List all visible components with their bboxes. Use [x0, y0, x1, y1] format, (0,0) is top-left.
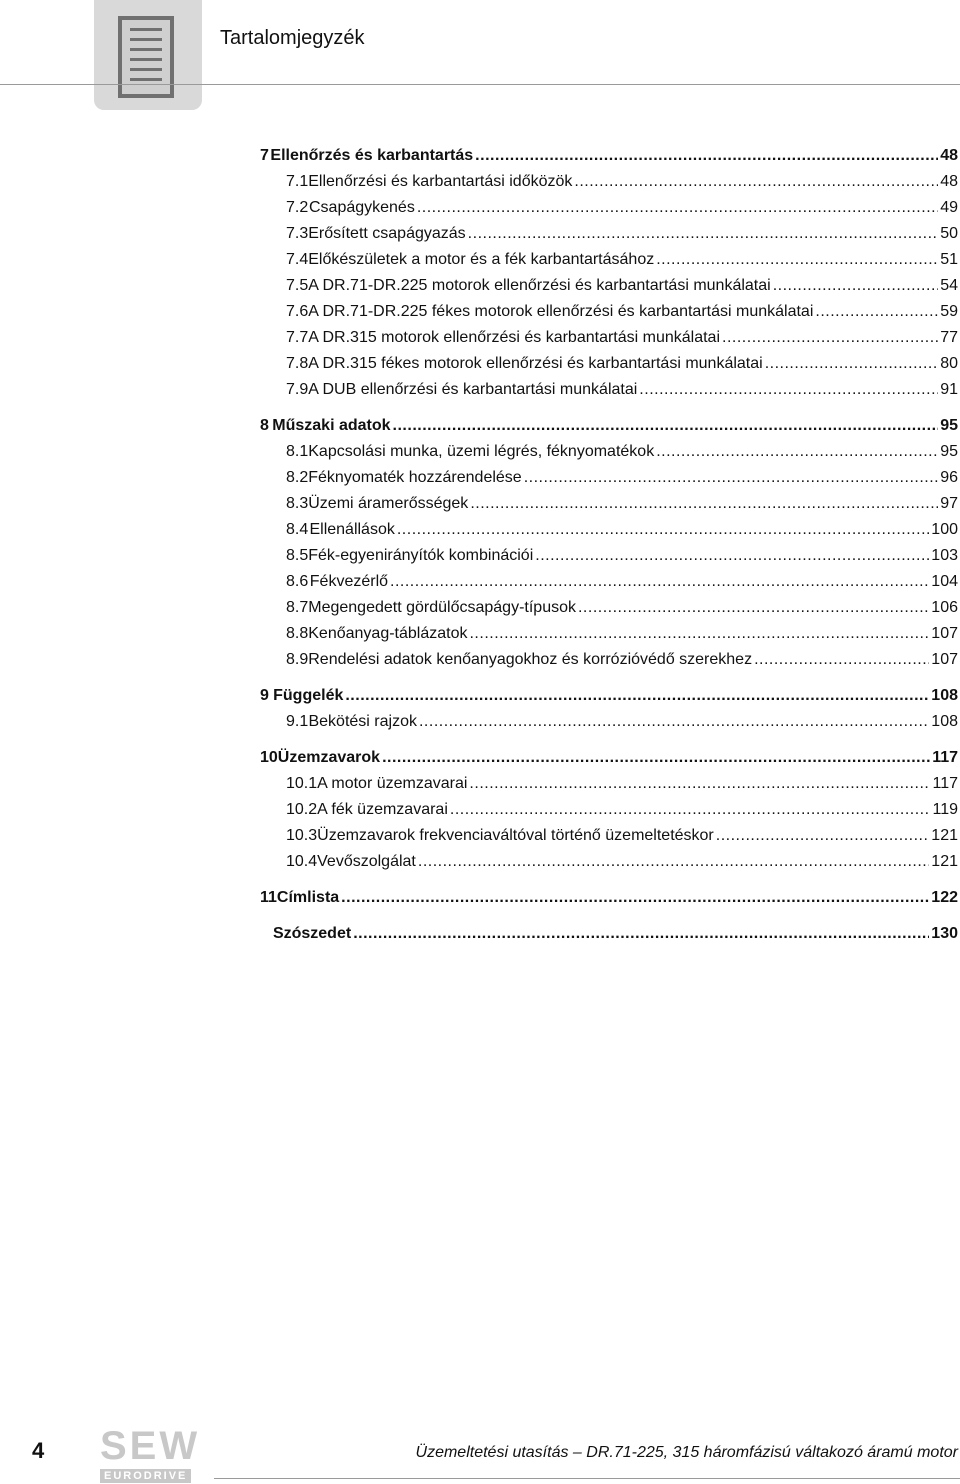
- toc-entry-page: 59: [940, 303, 958, 320]
- toc-leader-dots: [469, 621, 929, 647]
- toc-leader-dots: [397, 517, 929, 543]
- toc-leader-dots: [417, 195, 938, 221]
- toc-spacer: [260, 735, 958, 745]
- toc-subsection-entry[interactable]: [260, 299, 958, 325]
- toc-leader-dots: [754, 647, 929, 673]
- page-title: Tartalomjegyzék: [220, 27, 365, 49]
- toc-subsection-entry[interactable]: [260, 169, 958, 195]
- toc-subsection-entry[interactable]: [260, 491, 958, 517]
- toc-entry-number: 11: [260, 889, 277, 906]
- toc-entry-number: 10.2: [286, 801, 318, 818]
- toc-section-entry[interactable]: [260, 921, 958, 947]
- toc-entry-number: 10.1: [286, 775, 318, 792]
- header-divider: [0, 84, 960, 85]
- toc-entry-page: 48: [940, 147, 958, 164]
- footer-divider: [214, 1478, 960, 1479]
- toc-entry-page: 54: [940, 277, 958, 294]
- toc-spacer: [260, 403, 958, 413]
- toc-leader-dots: [475, 143, 938, 169]
- toc-entry-number: 7.7: [286, 329, 309, 346]
- toc-section-entry[interactable]: [260, 885, 958, 911]
- header-badge: [94, 0, 202, 110]
- toc-leader-dots: [716, 823, 930, 849]
- toc-entry-title: Erősített csapágyazás: [308, 225, 466, 242]
- toc-leader-dots: [341, 885, 929, 911]
- toc-entry-title: Műszaki adatok: [272, 417, 391, 434]
- document-icon: [118, 16, 174, 98]
- toc-subsection-entry[interactable]: [260, 465, 958, 491]
- toc-entry-title: Fék-egyenirányítók kombinációi: [308, 547, 534, 564]
- toc-leader-dots: [353, 921, 929, 947]
- toc-leader-dots: [578, 595, 929, 621]
- toc-subsection-entry[interactable]: [260, 621, 958, 647]
- toc-entry-page: 103: [931, 547, 958, 564]
- toc-entry-page: 107: [931, 625, 958, 642]
- toc-entry-title: Függelék: [273, 687, 344, 704]
- logo-text: SEW: [100, 1424, 201, 1468]
- toc-entry-page: 106: [931, 599, 958, 616]
- toc-entry-title: Bekötési rajzok: [308, 713, 417, 730]
- toc-entry-title: A DUB ellenőrzési és karbantartási munkálatai: [308, 381, 638, 398]
- toc-spacer: [260, 875, 958, 885]
- toc-entry-title: A DR.315 motorok ellenőrzési és karbantartási munkálatai: [308, 329, 721, 346]
- toc-entry-number: 7: [260, 147, 269, 164]
- toc-entry-number: 8.7: [286, 599, 309, 616]
- toc-entry-number: 8.3: [286, 495, 309, 512]
- toc-leader-dots: [574, 169, 938, 195]
- toc-entry-page: 51: [940, 251, 958, 268]
- toc-entry-number: 8.5: [286, 547, 309, 564]
- toc-entry-number: 7.3: [286, 225, 309, 242]
- toc-subsection-entry[interactable]: [260, 823, 958, 849]
- toc-subsection-entry[interactable]: [260, 377, 958, 403]
- toc-entry-page: 130: [931, 925, 958, 942]
- toc-leader-dots: [450, 797, 931, 823]
- toc-entry-number: 7.8: [286, 355, 309, 372]
- toc-entry-page: 77: [940, 329, 958, 346]
- toc-leader-dots: [418, 849, 929, 875]
- toc-leader-dots: [419, 709, 929, 735]
- toc-section-entry[interactable]: [260, 413, 958, 439]
- toc-entry-page: 49: [940, 199, 958, 216]
- sew-eurodrive-logo: [100, 1426, 210, 1482]
- toc-entry-number: 8.1: [286, 443, 309, 460]
- toc-leader-dots: [382, 745, 930, 771]
- toc-entry-number: 8.6: [286, 573, 309, 590]
- toc-leader-dots: [390, 569, 929, 595]
- toc-subsection-entry[interactable]: [260, 195, 958, 221]
- toc-entry-number: 8.4: [286, 521, 309, 538]
- toc-section-entry[interactable]: [260, 745, 958, 771]
- toc-entry-title: Csapágykenés: [308, 199, 415, 216]
- toc-entry-title: Ellenállások: [309, 521, 395, 538]
- toc-entry-page: 122: [931, 889, 958, 906]
- toc-entry-title: A fék üzemzavarai: [317, 801, 448, 818]
- toc-subsection-entry[interactable]: [260, 849, 958, 875]
- toc-leader-dots: [815, 299, 938, 325]
- toc-subsection-entry[interactable]: [260, 273, 958, 299]
- toc-entry-number: 7.5: [286, 277, 309, 294]
- logo-subtext: EURODRIVE: [100, 1469, 191, 1483]
- toc-subsection-entry[interactable]: [260, 247, 958, 273]
- toc-leader-dots: [639, 377, 938, 403]
- toc-entry-number: 10.4: [286, 853, 318, 870]
- toc-entry-number: 8.9: [286, 651, 309, 668]
- toc-entry-page: 91: [940, 381, 958, 398]
- toc-entry-number: 7.4: [286, 251, 309, 268]
- toc-entry-title: A DR.71-DR.225 motorok ellenőrzési és karbantartási munkálatai: [308, 277, 771, 294]
- toc-subsection-entry[interactable]: [260, 647, 958, 673]
- toc-leader-dots: [524, 465, 939, 491]
- toc-leader-dots: [722, 325, 938, 351]
- toc-section-entry[interactable]: [260, 683, 958, 709]
- page-number: 4: [32, 1438, 45, 1463]
- toc-subsection-entry[interactable]: [260, 771, 958, 797]
- toc-entry-page: 119: [932, 801, 958, 818]
- toc-subsection-entry[interactable]: [260, 709, 958, 735]
- toc-entry-title: Üzemi áramerősségek: [308, 495, 469, 512]
- toc-entry-number: 10.3: [286, 827, 318, 844]
- toc-leader-dots: [773, 273, 939, 299]
- toc-entry-title: Megengedett gördülőcsapágy-típusok: [308, 599, 576, 616]
- toc-entry-number: 8.8: [286, 625, 309, 642]
- table-of-contents: [260, 143, 958, 947]
- toc-entry-number: 9.1: [286, 713, 309, 730]
- toc-entry-number: 10: [260, 749, 278, 766]
- toc-entry-title: Féknyomaték hozzárendelése: [308, 469, 522, 486]
- toc-leader-dots: [470, 491, 938, 517]
- toc-subsection-entry[interactable]: [260, 325, 958, 351]
- toc-entry-title: Szószedet: [272, 925, 352, 942]
- toc-entry-number: 8.2: [286, 469, 309, 486]
- toc-entry-number: 7.6: [286, 303, 309, 320]
- toc-leader-dots: [468, 221, 939, 247]
- toc-entry-page: 121: [931, 853, 958, 870]
- toc-leader-dots: [345, 683, 929, 709]
- toc-entry-page: 104: [931, 573, 958, 590]
- toc-entry-page: 50: [940, 225, 958, 242]
- toc-entry-page: 117: [932, 749, 958, 766]
- toc-entry-title: Ellenőrzési és karbantartási időközök: [308, 173, 573, 190]
- toc-leader-dots: [393, 413, 939, 439]
- toc-leader-dots: [469, 771, 930, 797]
- toc-entry-page: 97: [940, 495, 958, 512]
- toc-entry-page: 121: [931, 827, 958, 844]
- toc-entry-page: 95: [940, 417, 958, 434]
- toc-subsection-entry[interactable]: [260, 543, 958, 569]
- toc-subsection-entry[interactable]: [260, 569, 958, 595]
- document-title: Üzemeltetési utasítás – DR.71-225, 315 háromfázisú váltakozó áramú motor: [415, 1444, 958, 1461]
- toc-entry-title: Rendelési adatok kenőanyagokhoz és korrózióvédő szerekhez: [308, 651, 753, 668]
- toc-entry-title: Előkészületek a motor és a fék karbantartásához: [308, 251, 655, 268]
- toc-entry-title: A DR.315 fékes motorok ellenőrzési és karbantartási munkálatai: [308, 355, 763, 372]
- toc-subsection-entry[interactable]: [260, 797, 958, 823]
- toc-leader-dots: [656, 439, 938, 465]
- toc-entry-number: 7.9: [286, 381, 309, 398]
- toc-entry-title: Üzemzavarok frekvenciaváltóval történő üzemeltetéskor: [317, 827, 714, 844]
- toc-entry-title: Vevőszolgálat: [317, 853, 416, 870]
- toc-leader-dots: [656, 247, 938, 273]
- toc-leader-dots: [535, 543, 929, 569]
- toc-subsection-entry[interactable]: [260, 351, 958, 377]
- toc-entry-page: 108: [931, 687, 958, 704]
- toc-entry-number: 7.2: [286, 199, 309, 216]
- toc-subsection-entry[interactable]: [260, 221, 958, 247]
- toc-entry-page: 117: [932, 775, 958, 792]
- toc-entry-number: 8: [260, 417, 269, 434]
- toc-subsection-entry[interactable]: [260, 439, 958, 465]
- toc-subsection-entry[interactable]: [260, 517, 958, 543]
- toc-entry-page: 48: [940, 173, 958, 190]
- toc-entry-number: 7.1: [286, 173, 309, 190]
- toc-entry-title: A motor üzemzavarai: [317, 775, 468, 792]
- toc-entry-title: A DR.71-DR.225 fékes motorok ellenőrzési és karbantartási munkálatai: [308, 303, 814, 320]
- toc-entry-page: 96: [940, 469, 958, 486]
- toc-entry-title: Üzemzavarok: [277, 749, 381, 766]
- toc-entry-title: Címlista: [276, 889, 340, 906]
- toc-entry-page: 107: [931, 651, 958, 668]
- toc-entry-page: 108: [931, 713, 958, 730]
- toc-entry-number: 9: [260, 687, 269, 704]
- toc-leader-dots: [765, 351, 939, 377]
- toc-entry-page: 80: [940, 355, 958, 372]
- toc-entry-title: Kenőanyag-táblázatok: [308, 625, 468, 642]
- toc-entry-page: 100: [931, 521, 958, 538]
- toc-spacer: [260, 673, 958, 683]
- toc-entry-page: 95: [940, 443, 958, 460]
- toc-entry-title: Kapcsolási munka, üzemi légrés, féknyomatékok: [308, 443, 655, 460]
- toc-section-entry[interactable]: [260, 143, 958, 169]
- toc-entry-title: Ellenőrzés és karbantartás: [270, 147, 474, 164]
- toc-entry-title: Fékvezérlő: [309, 573, 389, 590]
- toc-spacer: [260, 911, 958, 921]
- toc-subsection-entry[interactable]: [260, 595, 958, 621]
